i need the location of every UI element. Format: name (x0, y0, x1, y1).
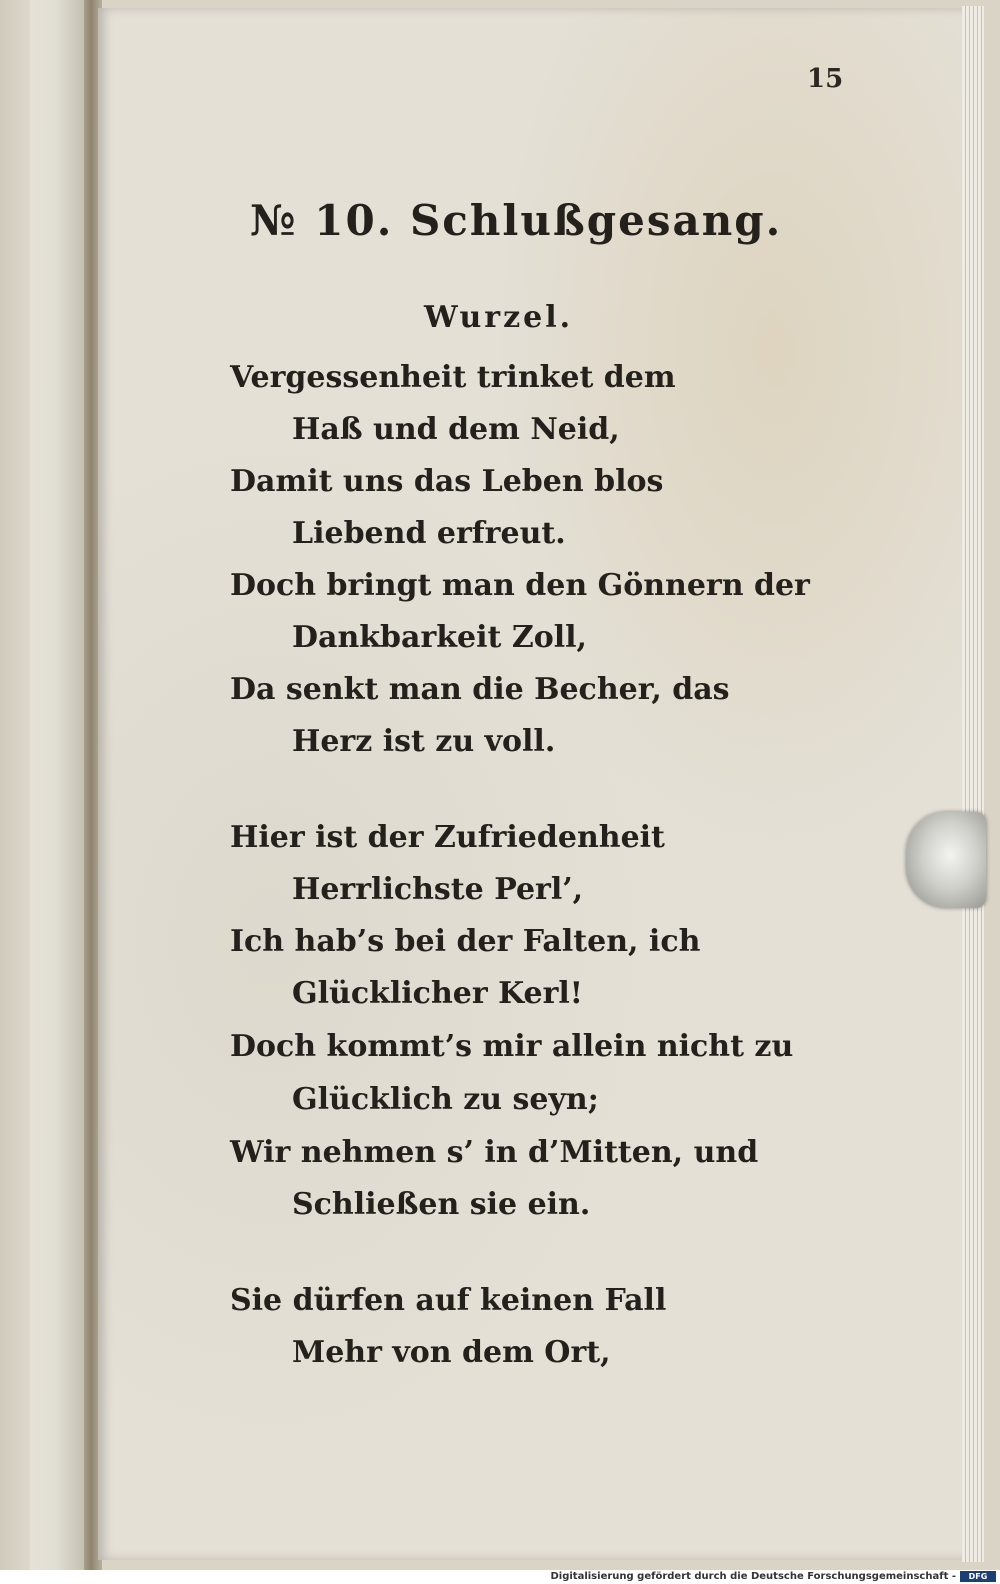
footer-credit: Digitalisierung gefördert durch die Deutsche Forschungsgemeinschaft - (550, 1571, 956, 1582)
dfg-logo: DFG (960, 1571, 996, 1582)
verse-line: Liebend erfreut. (292, 516, 566, 551)
verse-line: Doch kommt’s mir allein nicht zu (230, 1029, 794, 1064)
verse-line: Ich hab’s bei der Falten, ich (230, 924, 701, 959)
verse-line: Haß und dem Neid, (292, 412, 620, 447)
page-clip (906, 812, 986, 908)
verse-line: Hier ist der Zufriedenheit (230, 820, 665, 855)
verse-line: Damit uns das Leben blos (230, 464, 664, 499)
verse-line: Glücklicher Kerl! (292, 976, 583, 1011)
left-page (0, 0, 92, 1570)
verse-line: Vergessenheit trinket dem (230, 360, 676, 395)
verse-line: Sie dürfen auf keinen Fall (230, 1283, 667, 1318)
speaker-name: Wurzel. (424, 300, 574, 335)
verse-line: Wir nehmen s’ in d’Mitten, und (230, 1135, 759, 1170)
digitization-footer (0, 1570, 1000, 1584)
verse-line: Dankbarkeit Zoll, (292, 620, 587, 655)
verse-line: Mehr von dem Ort, (292, 1335, 611, 1370)
page-number: 15 (807, 64, 844, 94)
verse-line: Herz ist zu voll. (292, 724, 556, 759)
section-heading: № 10. Schlußgesang. (250, 196, 783, 245)
verse-line: Da senkt man die Becher, das (230, 672, 730, 707)
verse-line: Herrlichste Perl’, (292, 872, 584, 907)
verse-line: Glücklich zu seyn; (292, 1082, 599, 1117)
verse-line: Schließen sie ein. (292, 1187, 591, 1222)
verse-line: Doch bringt man den Gönnern der (230, 568, 810, 603)
page-edges (962, 6, 984, 1562)
